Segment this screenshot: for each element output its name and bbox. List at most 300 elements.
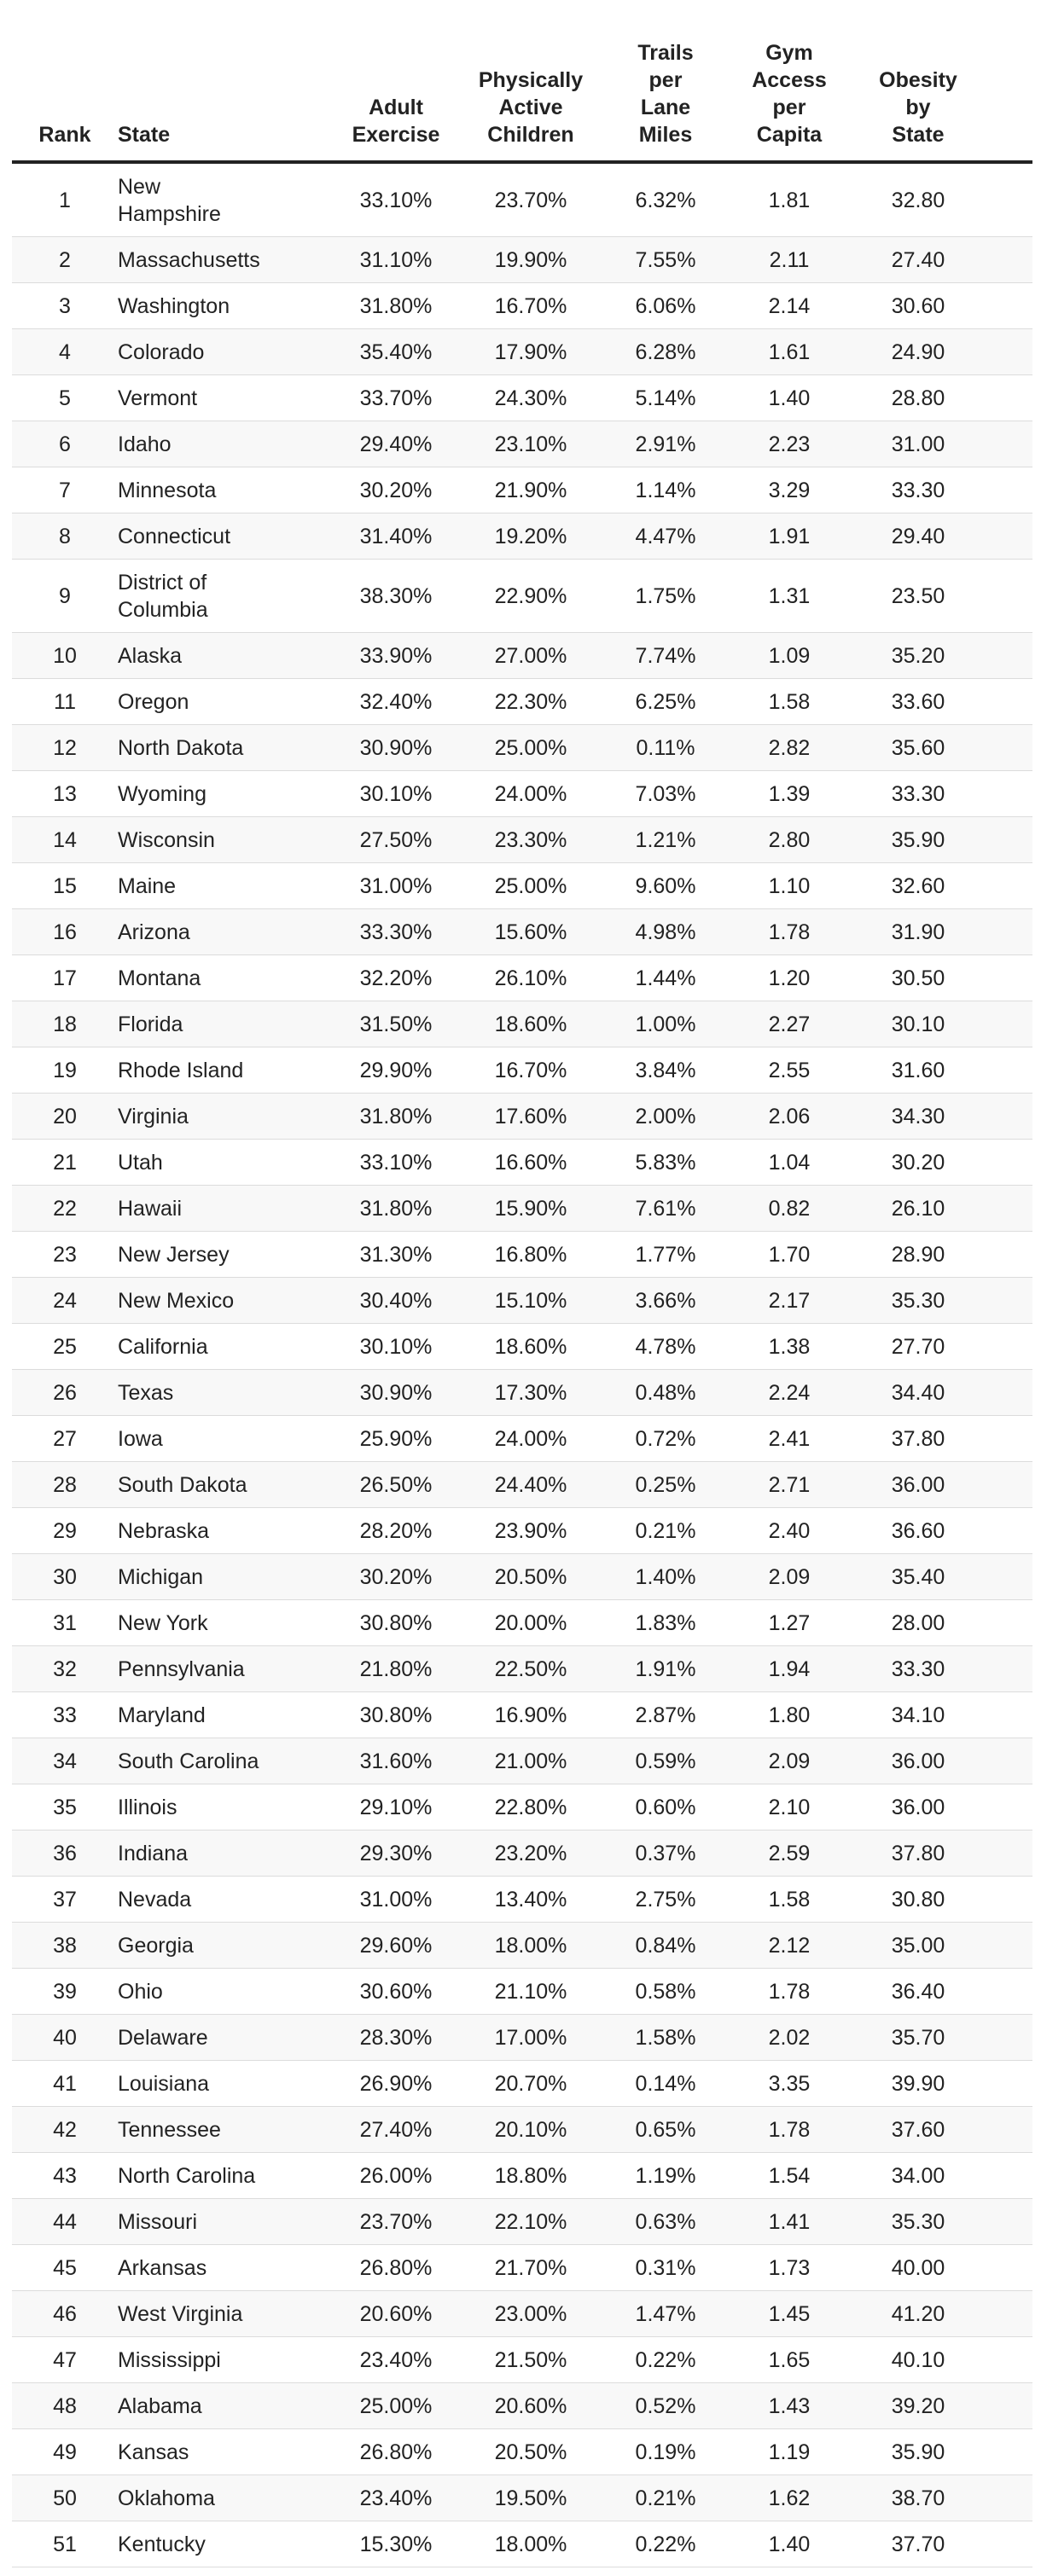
cell-adult-exercise: 23.40% — [359, 2486, 433, 2510]
cell-physically-active-children: 20.60% — [494, 2393, 567, 2418]
cell-trails-per-lane-miles: 2.91% — [635, 432, 696, 456]
cell-state: West Virginia — [118, 2301, 243, 2326]
header-obesity-by-state: Obesity by State — [879, 68, 957, 147]
cell-rank: 13 — [53, 781, 77, 806]
ranking-table — [12, 0, 1032, 2567]
cell-rank: 39 — [53, 1979, 77, 2004]
cell-state: Colorado — [118, 339, 205, 364]
cell-rank: 25 — [53, 1334, 77, 1359]
cell-trails-per-lane-miles: 0.59% — [635, 1749, 696, 1773]
cell-state: Virginia — [118, 1104, 189, 1128]
cell-trails-per-lane-miles: 4.78% — [635, 1334, 696, 1359]
cell-rank: 7 — [59, 478, 71, 502]
cell-adult-exercise: 38.30% — [359, 583, 433, 608]
cell-trails-per-lane-miles: 6.06% — [635, 293, 696, 318]
cell-adult-exercise: 31.50% — [359, 1012, 433, 1036]
cell-adult-exercise: 30.40% — [359, 1288, 433, 1313]
cell-adult-exercise: 33.90% — [359, 643, 433, 668]
table-row — [12, 467, 1032, 513]
cell-rank: 23 — [53, 1242, 77, 1267]
cell-state: South Carolina — [118, 1749, 259, 1773]
cell-rank: 33 — [53, 1703, 77, 1727]
cell-adult-exercise: 33.30% — [359, 920, 433, 944]
cell-rank: 29 — [53, 1518, 77, 1543]
table-row — [12, 375, 1032, 421]
cell-state: Ohio — [118, 1979, 163, 2004]
cell-obesity-by-state: 35.90 — [891, 2440, 945, 2464]
cell-state: Arkansas — [118, 2255, 207, 2280]
cell-physically-active-children: 23.00% — [494, 2301, 567, 2326]
cell-trails-per-lane-miles: 1.77% — [635, 1242, 696, 1267]
cell-gym-access-per-capita: 2.12 — [768, 1933, 811, 1958]
header-trails-per-lane-miles: Trails per Lane Miles — [637, 41, 694, 147]
cell-obesity-by-state: 33.30 — [891, 478, 945, 502]
cell-obesity-by-state: 27.40 — [891, 247, 945, 272]
cell-gym-access-per-capita: 2.06 — [768, 1104, 811, 1128]
cell-rank: 2 — [59, 247, 71, 272]
cell-trails-per-lane-miles: 0.22% — [635, 2532, 696, 2556]
cell-rank: 6 — [59, 432, 71, 456]
cell-physically-active-children: 22.10% — [494, 2209, 567, 2234]
cell-physically-active-children: 13.40% — [494, 1887, 567, 1912]
cell-obesity-by-state: 35.70 — [891, 2025, 945, 2050]
cell-physically-active-children: 23.70% — [494, 188, 567, 212]
cell-physically-active-children: 22.80% — [494, 1795, 567, 1819]
cell-rank: 50 — [53, 2486, 77, 2510]
table-row — [12, 2015, 1032, 2061]
cell-gym-access-per-capita: 1.19 — [768, 2440, 811, 2464]
cell-state: Maryland — [118, 1703, 206, 1727]
table-row — [12, 2199, 1032, 2245]
cell-state: New Mexico — [118, 1288, 235, 1313]
cell-state: Alaska — [118, 643, 183, 668]
cell-obesity-by-state: 34.10 — [891, 1703, 945, 1727]
cell-rank: 34 — [53, 1749, 77, 1773]
cell-adult-exercise: 29.90% — [359, 1058, 433, 1082]
cell-physically-active-children: 23.30% — [494, 827, 567, 852]
cell-physically-active-children: 25.00% — [494, 873, 567, 898]
table-row — [12, 1738, 1032, 1784]
table-row — [12, 1001, 1032, 1047]
cell-trails-per-lane-miles: 0.19% — [635, 2440, 696, 2464]
cell-state: New Hampshire — [118, 174, 221, 226]
cell-physically-active-children: 20.50% — [494, 2440, 567, 2464]
table-row — [12, 725, 1032, 771]
cell-adult-exercise: 26.80% — [359, 2255, 433, 2280]
cell-rank: 47 — [53, 2347, 77, 2372]
cell-rank: 35 — [53, 1795, 77, 1819]
cell-obesity-by-state: 35.00 — [891, 1933, 945, 1958]
table-row — [12, 2475, 1032, 2521]
cell-obesity-by-state: 26.10 — [891, 1196, 945, 1221]
cell-trails-per-lane-miles: 0.72% — [635, 1426, 696, 1451]
cell-physically-active-children: 18.60% — [494, 1012, 567, 1036]
cell-rank: 20 — [53, 1104, 77, 1128]
cell-adult-exercise: 20.60% — [359, 2301, 433, 2326]
cell-physically-active-children: 20.10% — [494, 2117, 567, 2142]
cell-rank: 28 — [53, 1472, 77, 1497]
cell-obesity-by-state: 24.90 — [891, 339, 945, 364]
table-row — [12, 1877, 1032, 1923]
cell-adult-exercise: 31.10% — [359, 247, 433, 272]
cell-obesity-by-state: 35.60 — [891, 735, 945, 760]
cell-physically-active-children: 19.20% — [494, 524, 567, 548]
cell-rank: 38 — [53, 1933, 77, 1958]
cell-obesity-by-state: 29.40 — [891, 524, 945, 548]
cell-physically-active-children: 15.90% — [494, 1196, 567, 1221]
cell-trails-per-lane-miles: 1.19% — [635, 2163, 696, 2188]
cell-rank: 46 — [53, 2301, 77, 2326]
cell-adult-exercise: 33.70% — [359, 386, 433, 410]
cell-physically-active-children: 21.70% — [494, 2255, 567, 2280]
cell-state: Oklahoma — [118, 2486, 215, 2510]
cell-adult-exercise: 15.30% — [359, 2532, 433, 2556]
table-row — [12, 1646, 1032, 1692]
cell-obesity-by-state: 40.10 — [891, 2347, 945, 2372]
cell-rank: 36 — [53, 1841, 77, 1865]
table-row — [12, 2153, 1032, 2199]
table-row — [12, 329, 1032, 375]
table-row — [12, 1186, 1032, 1232]
table-row — [12, 1278, 1032, 1324]
cell-obesity-by-state: 37.80 — [891, 1426, 945, 1451]
cell-obesity-by-state: 31.60 — [891, 1058, 945, 1082]
cell-adult-exercise: 33.10% — [359, 1150, 433, 1175]
cell-adult-exercise: 30.60% — [359, 1979, 433, 2004]
cell-gym-access-per-capita: 1.27 — [768, 1610, 811, 1635]
cell-gym-access-per-capita: 1.54 — [768, 2163, 811, 2188]
cell-gym-access-per-capita: 2.71 — [768, 1472, 811, 1497]
cell-adult-exercise: 26.80% — [359, 2440, 433, 2464]
cell-state: Pennsylvania — [118, 1656, 245, 1681]
cell-gym-access-per-capita: 1.45 — [768, 2301, 811, 2326]
cell-adult-exercise: 30.90% — [359, 1380, 433, 1405]
cell-adult-exercise: 29.30% — [359, 1841, 433, 1865]
cell-physically-active-children: 21.50% — [494, 2347, 567, 2372]
cell-physically-active-children: 23.20% — [494, 1841, 567, 1865]
table-row — [12, 1692, 1032, 1738]
cell-gym-access-per-capita: 1.40 — [768, 2532, 811, 2556]
cell-adult-exercise: 30.10% — [359, 781, 433, 806]
cell-rank: 41 — [53, 2071, 77, 2096]
cell-obesity-by-state: 36.00 — [891, 1749, 945, 1773]
cell-adult-exercise: 31.30% — [359, 1242, 433, 1267]
cell-obesity-by-state: 28.90 — [891, 1242, 945, 1267]
cell-obesity-by-state: 37.60 — [891, 2117, 945, 2142]
cell-adult-exercise: 26.00% — [359, 2163, 433, 2188]
cell-trails-per-lane-miles: 4.98% — [635, 920, 696, 944]
cell-adult-exercise: 21.80% — [359, 1656, 433, 1681]
table-row — [12, 2383, 1032, 2429]
cell-state: Wisconsin — [118, 827, 215, 852]
cell-physically-active-children: 18.60% — [494, 1334, 567, 1359]
cell-state: District of Columbia — [118, 570, 208, 622]
cell-trails-per-lane-miles: 5.14% — [635, 386, 696, 410]
cell-state: New Jersey — [118, 1242, 230, 1267]
cell-gym-access-per-capita: 1.62 — [768, 2486, 811, 2510]
cell-physically-active-children: 23.10% — [494, 432, 567, 456]
cell-gym-access-per-capita: 1.38 — [768, 1334, 811, 1359]
cell-physically-active-children: 16.90% — [494, 1703, 567, 1727]
cell-rank: 12 — [53, 735, 77, 760]
cell-obesity-by-state: 31.00 — [891, 432, 945, 456]
table-row — [12, 560, 1032, 633]
cell-adult-exercise: 25.90% — [359, 1426, 433, 1451]
cell-adult-exercise: 32.40% — [359, 689, 433, 714]
cell-gym-access-per-capita: 2.27 — [768, 1012, 811, 1036]
cell-physically-active-children: 16.60% — [494, 1150, 567, 1175]
cell-rank: 3 — [59, 293, 71, 318]
cell-state: Oregon — [118, 689, 189, 714]
table-row — [12, 2061, 1032, 2107]
cell-obesity-by-state: 35.40 — [891, 1564, 945, 1589]
cell-trails-per-lane-miles: 5.83% — [635, 1150, 696, 1175]
table-row — [12, 2291, 1032, 2337]
cell-adult-exercise: 23.40% — [359, 2347, 433, 2372]
cell-obesity-by-state: 35.30 — [891, 2209, 945, 2234]
cell-adult-exercise: 30.10% — [359, 1334, 433, 1359]
cell-obesity-by-state: 38.70 — [891, 2486, 945, 2510]
cell-physically-active-children: 15.60% — [494, 920, 567, 944]
cell-rank: 40 — [53, 2025, 77, 2050]
cell-adult-exercise: 31.00% — [359, 1887, 433, 1912]
cell-rank: 42 — [53, 2117, 77, 2142]
cell-state: Florida — [118, 1012, 183, 1036]
cell-rank: 26 — [53, 1380, 77, 1405]
cell-gym-access-per-capita: 1.81 — [768, 188, 811, 212]
cell-physically-active-children: 27.00% — [494, 643, 567, 668]
cell-adult-exercise: 28.30% — [359, 2025, 433, 2050]
cell-rank: 45 — [53, 2255, 77, 2280]
cell-physically-active-children: 24.00% — [494, 1426, 567, 1451]
cell-physically-active-children: 21.90% — [494, 478, 567, 502]
cell-physically-active-children: 24.40% — [494, 1472, 567, 1497]
table-body — [12, 164, 1032, 2567]
cell-gym-access-per-capita: 2.14 — [768, 293, 811, 318]
table-row — [12, 1830, 1032, 1877]
cell-gym-access-per-capita: 1.78 — [768, 920, 811, 944]
cell-state: South Dakota — [118, 1472, 247, 1497]
cell-trails-per-lane-miles: 0.21% — [635, 1518, 696, 1543]
table-row — [12, 1047, 1032, 1094]
cell-rank: 9 — [59, 583, 71, 608]
cell-gym-access-per-capita: 1.39 — [768, 781, 811, 806]
cell-obesity-by-state: 32.60 — [891, 873, 945, 898]
cell-rank: 1 — [59, 188, 71, 212]
cell-physically-active-children: 17.60% — [494, 1104, 567, 1128]
cell-obesity-by-state: 30.60 — [891, 293, 945, 318]
cell-gym-access-per-capita: 2.02 — [768, 2025, 811, 2050]
cell-adult-exercise: 35.40% — [359, 339, 433, 364]
table-row — [12, 1232, 1032, 1278]
cell-trails-per-lane-miles: 3.66% — [635, 1288, 696, 1313]
table-row — [12, 1462, 1032, 1508]
cell-obesity-by-state: 30.10 — [891, 1012, 945, 1036]
cell-trails-per-lane-miles: 0.21% — [635, 2486, 696, 2510]
cell-adult-exercise: 28.20% — [359, 1518, 433, 1543]
table-row — [12, 909, 1032, 955]
cell-obesity-by-state: 39.90 — [891, 2071, 945, 2096]
table-row — [12, 1324, 1032, 1370]
cell-state: Washington — [118, 293, 230, 318]
cell-state: Illinois — [118, 1795, 177, 1819]
cell-rank: 32 — [53, 1656, 77, 1681]
cell-physically-active-children: 17.90% — [494, 339, 567, 364]
cell-obesity-by-state: 37.80 — [891, 1841, 945, 1865]
table-row — [12, 1554, 1032, 1600]
cell-trails-per-lane-miles: 1.00% — [635, 1012, 696, 1036]
cell-gym-access-per-capita: 1.70 — [768, 1242, 811, 1267]
table-row — [12, 1094, 1032, 1140]
cell-state: Missouri — [118, 2209, 198, 2234]
cell-rank: 10 — [53, 643, 77, 668]
cell-trails-per-lane-miles: 0.14% — [635, 2071, 696, 2096]
cell-state: Vermont — [118, 386, 198, 410]
cell-adult-exercise: 26.50% — [359, 1472, 433, 1497]
cell-rank: 18 — [53, 1012, 77, 1036]
cell-physically-active-children: 22.30% — [494, 689, 567, 714]
cell-trails-per-lane-miles: 0.60% — [635, 1795, 696, 1819]
cell-gym-access-per-capita: 1.43 — [768, 2393, 811, 2418]
cell-state: Wyoming — [118, 781, 206, 806]
cell-gym-access-per-capita: 1.78 — [768, 1979, 811, 2004]
cell-trails-per-lane-miles: 0.48% — [635, 1380, 696, 1405]
cell-trails-per-lane-miles: 3.84% — [635, 1058, 696, 1082]
cell-obesity-by-state: 36.40 — [891, 1979, 945, 2004]
cell-trails-per-lane-miles: 0.37% — [635, 1841, 696, 1865]
cell-trails-per-lane-miles: 1.58% — [635, 2025, 696, 2050]
cell-physically-active-children: 23.90% — [494, 1518, 567, 1543]
cell-state: Tennessee — [118, 2117, 221, 2142]
cell-adult-exercise: 30.80% — [359, 1703, 433, 1727]
cell-physically-active-children: 18.00% — [494, 2532, 567, 2556]
cell-rank: 4 — [59, 339, 71, 364]
cell-rank: 21 — [53, 1150, 77, 1175]
cell-obesity-by-state: 28.80 — [891, 386, 945, 410]
cell-state: Montana — [118, 966, 201, 990]
cell-gym-access-per-capita: 1.94 — [768, 1656, 811, 1681]
cell-physically-active-children: 24.30% — [494, 386, 567, 410]
table-row — [12, 1140, 1032, 1186]
cell-state: Massachusetts — [118, 247, 260, 272]
cell-rank: 48 — [53, 2393, 77, 2418]
table-row — [12, 1416, 1032, 1462]
cell-obesity-by-state: 27.70 — [891, 1334, 945, 1359]
cell-rank: 11 — [54, 689, 76, 714]
cell-adult-exercise: 30.90% — [359, 735, 433, 760]
cell-obesity-by-state: 36.00 — [891, 1795, 945, 1819]
cell-physically-active-children: 20.50% — [494, 1564, 567, 1589]
cell-physically-active-children: 16.70% — [494, 293, 567, 318]
cell-rank: 27 — [53, 1426, 77, 1451]
cell-trails-per-lane-miles: 9.60% — [635, 873, 696, 898]
cell-gym-access-per-capita: 3.29 — [768, 478, 811, 502]
cell-rank: 22 — [53, 1196, 77, 1221]
cell-trails-per-lane-miles: 1.40% — [635, 1564, 696, 1589]
cell-state: Rhode Island — [118, 1058, 244, 1082]
cell-gym-access-per-capita: 1.58 — [768, 1887, 811, 1912]
cell-state: California — [118, 1334, 208, 1359]
cell-trails-per-lane-miles: 7.74% — [635, 643, 696, 668]
cell-trails-per-lane-miles: 0.65% — [635, 2117, 696, 2142]
cell-rank: 30 — [53, 1564, 77, 1589]
cell-physically-active-children: 17.00% — [494, 2025, 567, 2050]
cell-obesity-by-state: 34.00 — [891, 2163, 945, 2188]
cell-gym-access-per-capita: 0.82 — [768, 1196, 811, 1221]
cell-adult-exercise: 31.80% — [359, 1104, 433, 1128]
cell-rank: 8 — [59, 524, 71, 548]
table-row — [12, 1600, 1032, 1646]
table-row — [12, 2429, 1032, 2475]
cell-gym-access-per-capita: 1.20 — [768, 966, 811, 990]
cell-gym-access-per-capita: 2.80 — [768, 827, 811, 852]
cell-trails-per-lane-miles: 4.47% — [635, 524, 696, 548]
cell-state: Utah — [118, 1150, 163, 1175]
cell-gym-access-per-capita: 2.17 — [768, 1288, 811, 1313]
cell-adult-exercise: 31.80% — [359, 1196, 433, 1221]
cell-adult-exercise: 31.80% — [359, 293, 433, 318]
table-row — [12, 1923, 1032, 1969]
cell-adult-exercise: 30.20% — [359, 1564, 433, 1589]
header-rank: Rank — [38, 123, 91, 147]
cell-state: Georgia — [118, 1933, 194, 1958]
cell-state: Nebraska — [118, 1518, 209, 1543]
cell-physically-active-children: 18.80% — [494, 2163, 567, 2188]
table-row — [12, 1969, 1032, 2015]
cell-physically-active-children: 25.00% — [494, 735, 567, 760]
cell-state: Kentucky — [118, 2532, 206, 2556]
cell-gym-access-per-capita: 2.82 — [768, 735, 811, 760]
cell-state: Nevada — [118, 1887, 192, 1912]
cell-state: Minnesota — [118, 478, 217, 502]
cell-trails-per-lane-miles: 0.84% — [635, 1933, 696, 1958]
cell-adult-exercise: 29.10% — [359, 1795, 433, 1819]
table-row — [12, 955, 1032, 1001]
cell-obesity-by-state: 30.50 — [891, 966, 945, 990]
cell-trails-per-lane-miles: 6.28% — [635, 339, 696, 364]
cell-adult-exercise: 31.00% — [359, 873, 433, 898]
cell-state: Mississippi — [118, 2347, 221, 2372]
cell-gym-access-per-capita: 1.10 — [768, 873, 811, 898]
cell-state: Indiana — [118, 1841, 189, 1865]
cell-gym-access-per-capita: 2.10 — [768, 1795, 811, 1819]
cell-gym-access-per-capita: 1.61 — [768, 339, 811, 364]
cell-physically-active-children: 26.10% — [494, 966, 567, 990]
cell-adult-exercise: 31.40% — [359, 524, 433, 548]
cell-adult-exercise: 25.00% — [359, 2393, 433, 2418]
cell-trails-per-lane-miles: 2.00% — [635, 1104, 696, 1128]
cell-rank: 24 — [53, 1288, 77, 1313]
cell-gym-access-per-capita: 2.40 — [768, 1518, 811, 1543]
cell-trails-per-lane-miles: 1.75% — [635, 583, 696, 608]
cell-obesity-by-state: 35.30 — [891, 1288, 945, 1313]
cell-obesity-by-state: 34.40 — [891, 1380, 945, 1405]
cell-trails-per-lane-miles: 0.25% — [635, 1472, 696, 1497]
cell-gym-access-per-capita: 2.23 — [768, 432, 811, 456]
cell-rank: 14 — [53, 827, 77, 852]
cell-rank: 17 — [53, 966, 77, 990]
cell-adult-exercise: 33.10% — [359, 188, 433, 212]
table-row — [12, 1508, 1032, 1554]
cell-obesity-by-state: 31.90 — [891, 920, 945, 944]
cell-gym-access-per-capita: 2.59 — [768, 1841, 811, 1865]
cell-physically-active-children: 19.50% — [494, 2486, 567, 2510]
cell-obesity-by-state: 30.80 — [891, 1887, 945, 1912]
cell-obesity-by-state: 40.00 — [891, 2255, 945, 2280]
cell-gym-access-per-capita: 1.09 — [768, 643, 811, 668]
cell-trails-per-lane-miles: 0.58% — [635, 1979, 696, 2004]
cell-state: Alabama — [118, 2393, 202, 2418]
